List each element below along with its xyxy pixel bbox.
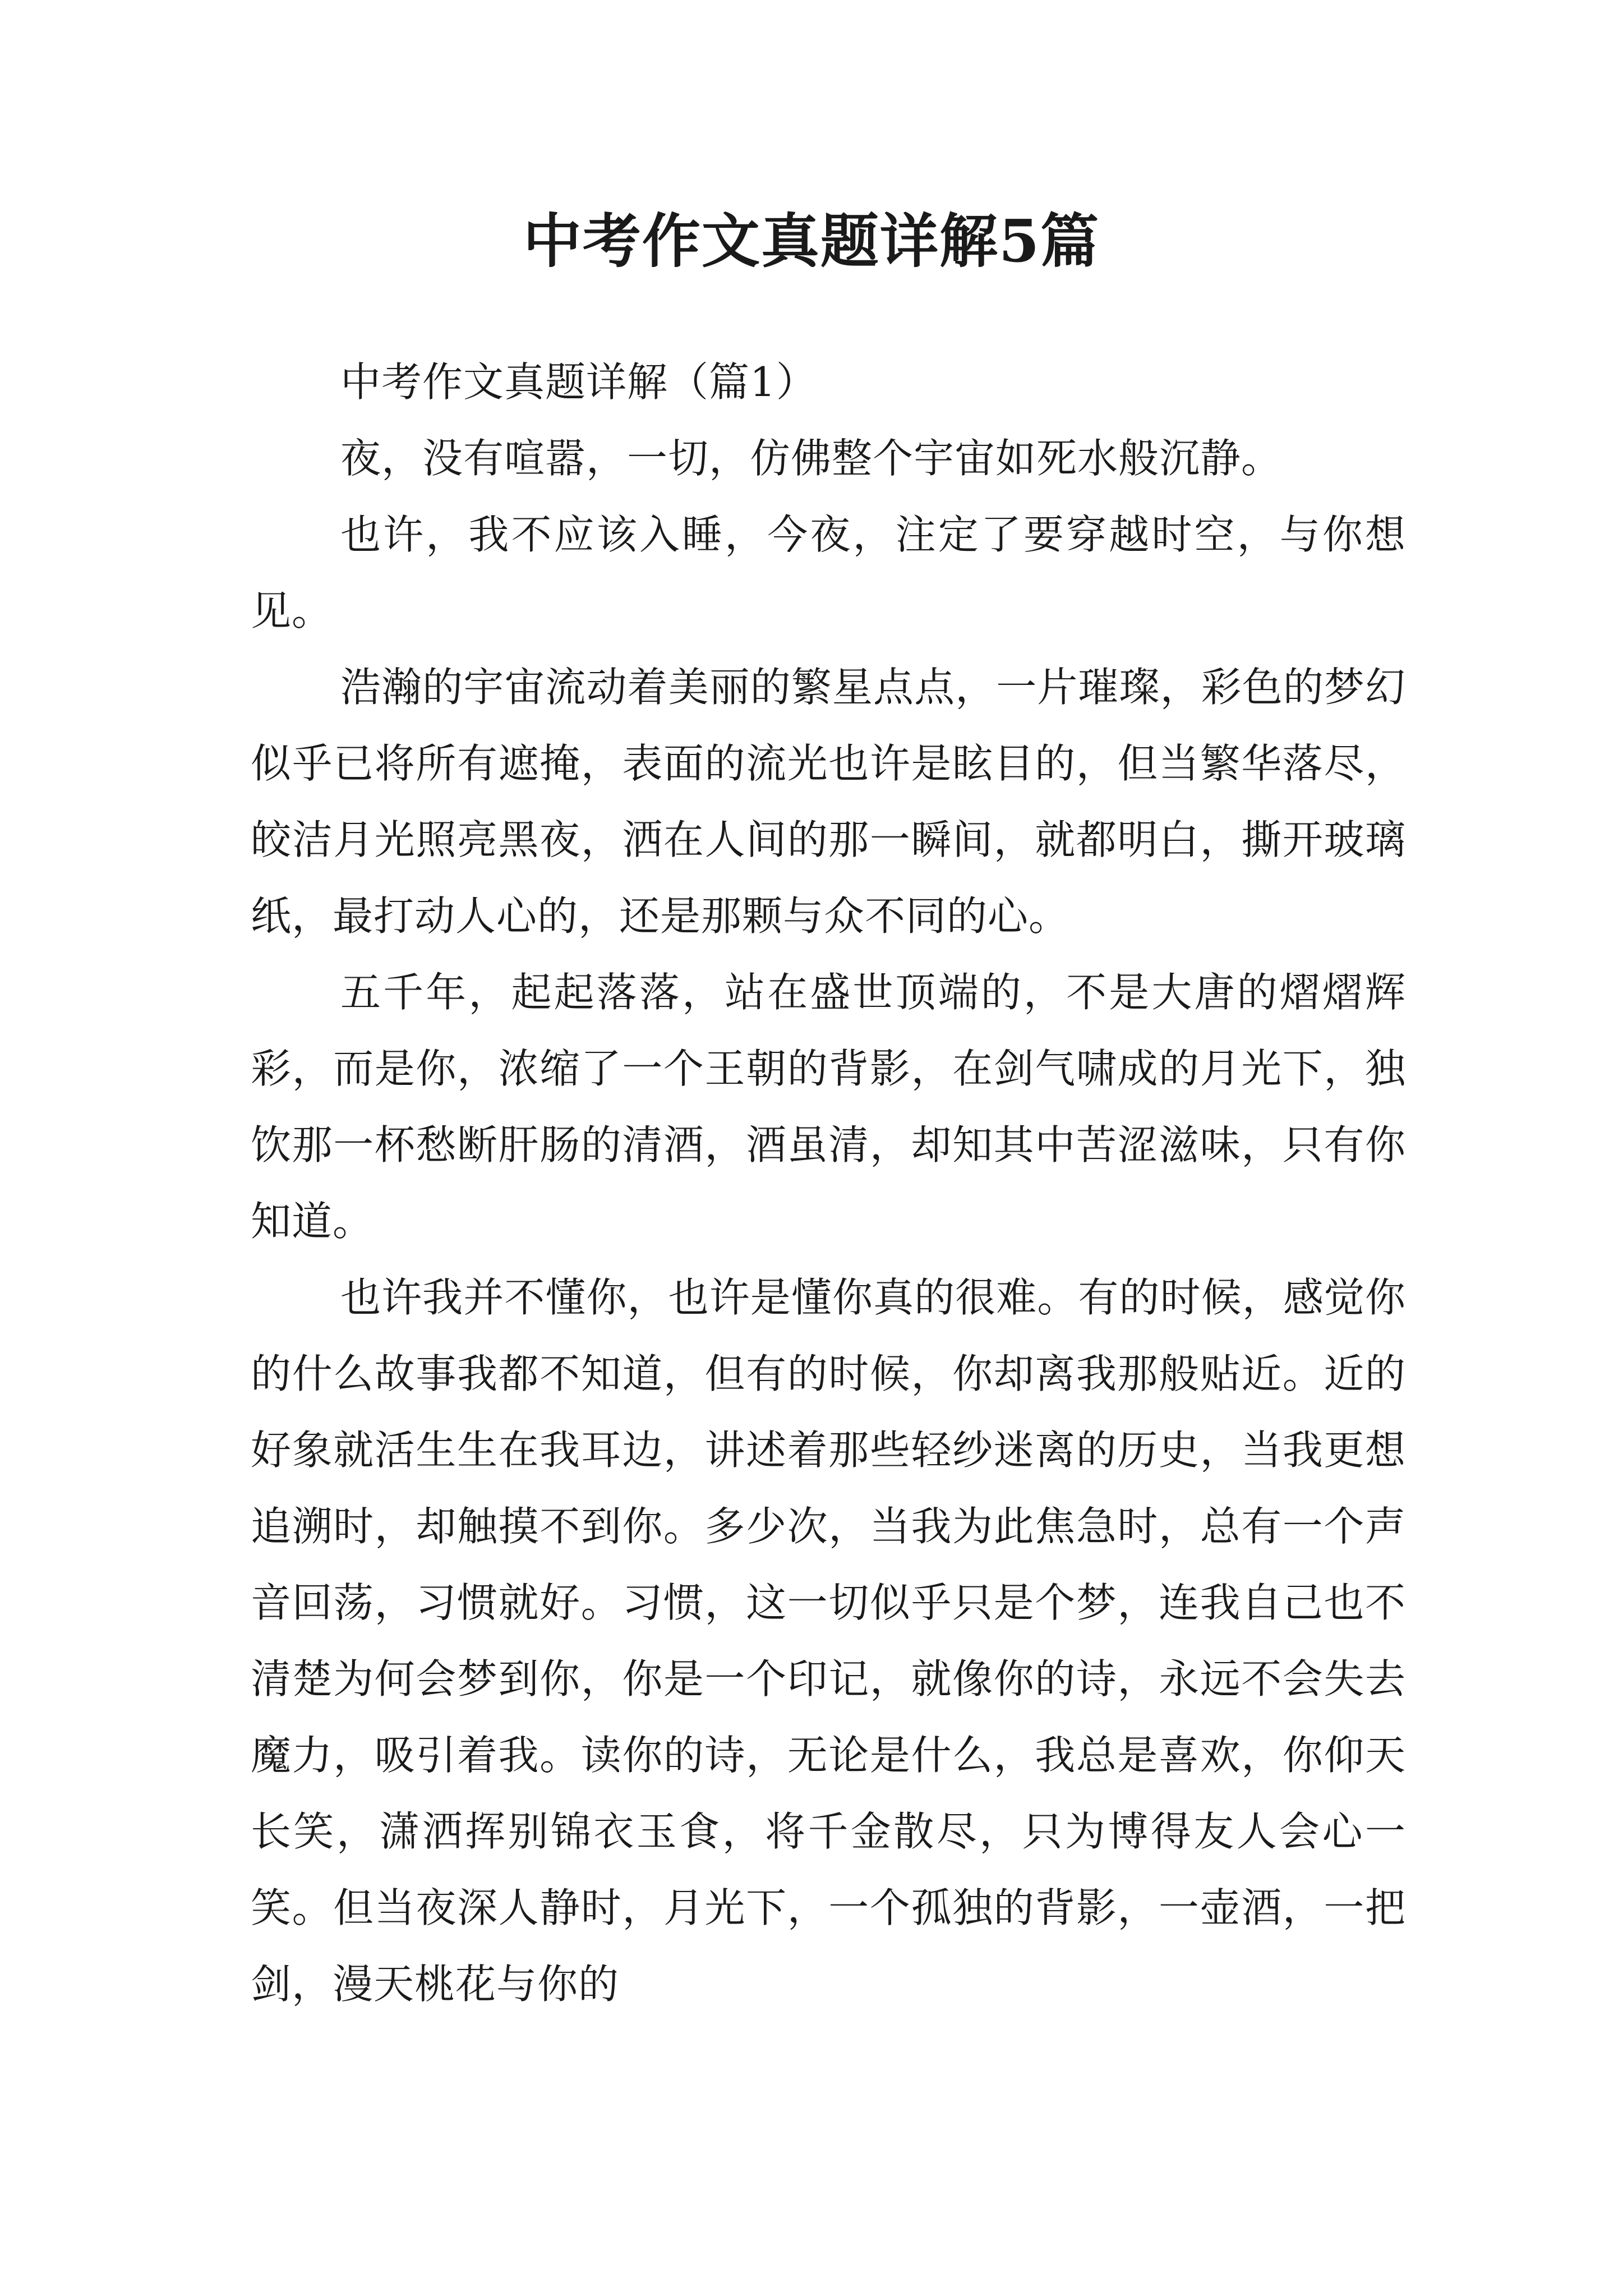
paragraph-section-heading: 中考作文真题详解（篇1） [340,358,817,406]
paragraph: 夜，没有喧嚣，一切，仿佛整个宇宙如死水般沉静。 [340,435,1283,482]
document-body [251,344,1406,2022]
document-title: 中考作文真题详解5篇 [523,206,1100,275]
paragraph: 也许，我不应该入睡，今夜，注定了要穿越时空，与你想见。 [251,511,1406,634]
paragraph: 浩瀚的宇宙流动着美丽的繁星点点，一片璀璨，彩色的梦幻似乎已将所有遮掩，表面的流光也许是眩目的，但当繁华落尽，皎洁月光照亮黑夜，洒在人间的那一瞬间，就都明白，撕开玻璃纸，最打动人心的，还是那颗与众不同的心。 [251,664,1406,940]
paragraph: 也许我并不懂你，也许是懂你真的很难。有的时候，感觉你的什么故事我都不知道，但有的时候，你却离我那般贴近。近的好象就活生生在我耳边，讲述着那些轻纱迷离的历史，当我更想追溯时，却触摸不到你。多少次，当我为此焦急时，总有一个声音回荡，习惯就好。习惯，这一切似乎只是个梦，连我自己也不清楚为何会梦到你，你是一个印记，就像你的诗，永远不会失去魔力，吸引着我。读你的诗，无论是什么，我总是喜欢，你仰天长笑，潇洒挥别锦衣玉食，将千金散尽，只为博得友人会心一笑。但当夜深人静时，月光下，一个孤独的背影，一壶酒，一把剑，漫天桃花与你的 [251,1274,1406,2008]
paragraph: 五千年，起起落落，站在盛世顶端的，不是大唐的熠熠辉彩，而是你，浓缩了一个王朝的背影，在剑气啸成的月光下，独饮那一杯愁断肝肠的清酒，酒虽清，却知其中苦涩滋味，只有你知道。 [251,969,1406,1245]
